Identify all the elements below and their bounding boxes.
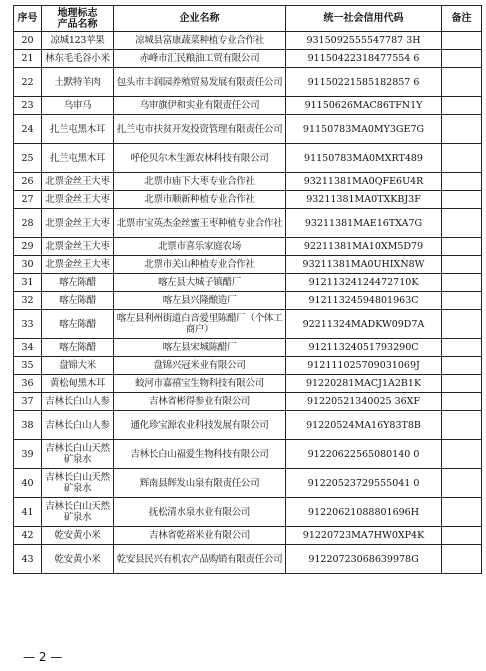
cell-company: 乾安县民兴有机农产品购销有限责任公司 (114, 545, 286, 574)
table-row (14, 97, 482, 115)
cell-no: 22 (14, 68, 42, 97)
header-note: 备注 (442, 6, 482, 32)
header-no: 序号 (14, 6, 42, 32)
cell-product: 吉林长白山人参 (42, 393, 114, 411)
table-row (14, 209, 482, 238)
cell-company: 北票市关山种植专业合作社 (114, 256, 286, 274)
cell-note (442, 411, 482, 440)
cell-code: 93211381MA0TXKBJ3F (286, 191, 442, 209)
cell-company: 赤峰市汇民粮油工贸有限公司 (114, 50, 286, 68)
cell-no: 35 (14, 357, 42, 375)
cell-code: 91220521340025 36XF (286, 393, 442, 411)
cell-code: 91211324594801963C (286, 292, 442, 310)
header-company: 企业名称 (114, 6, 286, 32)
cell-note (442, 256, 482, 274)
cell-no: 21 (14, 50, 42, 68)
cell-code: 91150783MA0MY3GE7G (286, 115, 442, 144)
table-row (14, 32, 482, 50)
cell-code: 91220281MACJ1A2B1K (286, 375, 442, 393)
cell-note (442, 32, 482, 50)
cell-product: 扎兰屯黑木耳 (42, 115, 114, 144)
table-row (14, 144, 482, 173)
cell-no: 29 (14, 238, 42, 256)
cell-product: 黄松甸黑木耳 (42, 375, 114, 393)
document-table-container (13, 5, 482, 574)
cell-company: 北票市顺新种植专业合作社 (114, 191, 286, 209)
cell-code: 92211381MA10XM5D79 (286, 238, 442, 256)
cell-company: 乌审旗伊和实业有限责任公司 (114, 97, 286, 115)
cell-company: 喀左县大城子镇醋厂 (114, 274, 286, 292)
cell-code: 91220723068639978G (286, 545, 442, 574)
cell-no: 37 (14, 393, 42, 411)
cell-code: 91220723MA7HW0XP4K (286, 527, 442, 545)
cell-no: 42 (14, 527, 42, 545)
cell-note (442, 173, 482, 191)
cell-company: 北票市庙下大枣专业合作社 (114, 173, 286, 191)
cell-product: 喀左陈醋 (42, 339, 114, 357)
table-row (14, 292, 482, 310)
cell-product: 吉林长白山天然矿泉水 (42, 469, 114, 498)
cell-no: 41 (14, 498, 42, 527)
cell-product: 喀左陈醋 (42, 292, 114, 310)
cell-code: 91220523729555041 0 (286, 469, 442, 498)
cell-no: 28 (14, 209, 42, 238)
table-header-row (14, 6, 482, 32)
cell-no: 26 (14, 173, 42, 191)
cell-note (442, 50, 482, 68)
cell-code: 91150626MAC86TFN1Y (286, 97, 442, 115)
cell-company: 喀左县兴隆酿造厂 (114, 292, 286, 310)
table-row (14, 173, 482, 191)
table-row (14, 191, 482, 209)
cell-company: 北票市宝英杰金丝蜜王枣种植专业合作社 (114, 209, 286, 238)
cell-note (442, 527, 482, 545)
cell-note (442, 274, 482, 292)
cell-note (442, 238, 482, 256)
gi-enterprise-table (13, 5, 482, 574)
cell-company: 喀左县利州街道白音爱里陈醋厂（个体工商户） (114, 310, 286, 339)
table-row (14, 411, 482, 440)
header-product: 地理标志 产品名称 (42, 6, 114, 32)
cell-product: 北票金丝王大枣 (42, 238, 114, 256)
cell-no: 36 (14, 375, 42, 393)
cell-product: 喀左陈醋 (42, 274, 114, 292)
cell-code: 91220622565080140 0 (286, 440, 442, 469)
table-row (14, 68, 482, 97)
cell-no: 43 (14, 545, 42, 574)
cell-note (442, 209, 482, 238)
cell-company: 包头市丰润园养殖贸易发展有限责任公司 (114, 68, 286, 97)
cell-no: 27 (14, 191, 42, 209)
cell-product: 北票金丝王大枣 (42, 209, 114, 238)
table-row (14, 469, 482, 498)
cell-company: 吉林省彬得参业有限公司 (114, 393, 286, 411)
cell-product: 吉林长白山人参 (42, 411, 114, 440)
table-row (14, 375, 482, 393)
cell-product: 凉城123苹果 (42, 32, 114, 50)
table-row (14, 527, 482, 545)
cell-note (442, 545, 482, 574)
cell-code: 91220621088801696H (286, 498, 442, 527)
cell-company: 喀左县宋城陈醋厂 (114, 339, 286, 357)
table-row (14, 357, 482, 375)
cell-code: 93211381MA0QFE6U4R (286, 173, 442, 191)
table-row (14, 50, 482, 68)
cell-product: 喀左陈醋 (42, 310, 114, 339)
table-row (14, 274, 482, 292)
cell-no: 40 (14, 469, 42, 498)
cell-no: 24 (14, 115, 42, 144)
cell-note (442, 469, 482, 498)
cell-note (442, 97, 482, 115)
cell-company: 辉南县辉发山泉有限责任公司 (114, 469, 286, 498)
cell-note (442, 310, 482, 339)
cell-note (442, 292, 482, 310)
cell-note (442, 393, 482, 411)
table-row (14, 498, 482, 527)
cell-product: 北票金丝王大枣 (42, 191, 114, 209)
table-row (14, 545, 482, 574)
cell-company: 蛟河市嘉禧宝生物科技有限公司 (114, 375, 286, 393)
cell-product: 盘锦大米 (42, 357, 114, 375)
table-row (14, 440, 482, 469)
cell-code: 9315092555547787 3H (286, 32, 442, 50)
cell-company: 呼伦贝尔木生源农林科技有限公司 (114, 144, 286, 173)
cell-note (442, 375, 482, 393)
cell-product: 北票金丝王大枣 (42, 173, 114, 191)
cell-note (442, 498, 482, 527)
cell-no: 25 (14, 144, 42, 173)
cell-note (442, 339, 482, 357)
cell-product: 林东毛毛谷小米 (42, 50, 114, 68)
cell-code: 91211324051793290C (286, 339, 442, 357)
cell-code: 91150221585182857 6 (286, 68, 442, 97)
cell-no: 31 (14, 274, 42, 292)
cell-product: 乾安黄小米 (42, 527, 114, 545)
cell-code: 91150783MA0MXRT489 (286, 144, 442, 173)
cell-company: 盘锦兴冠米业有限公司 (114, 357, 286, 375)
cell-note (442, 115, 482, 144)
cell-product: 乌审马 (42, 97, 114, 115)
cell-code: 93211381MA0UHIXN8W (286, 256, 442, 274)
cell-product: 吉林长白山天然矿泉水 (42, 498, 114, 527)
cell-note (442, 144, 482, 173)
table-row (14, 393, 482, 411)
cell-code: 912111025709031069J (286, 357, 442, 375)
cell-company: 抚松清水泉水业有限公司 (114, 498, 286, 527)
table-row (14, 115, 482, 144)
cell-no: 23 (14, 97, 42, 115)
table-row (14, 310, 482, 339)
table-row (14, 339, 482, 357)
cell-company: 吉林长白山福爱生物科技有限公司 (114, 440, 286, 469)
header-code: 统一社会信用代码 (286, 6, 442, 32)
cell-company: 通化珍宝源农业科技发展有限公司 (114, 411, 286, 440)
page-number: — 2 — (23, 650, 63, 664)
table-row (14, 238, 482, 256)
cell-product: 乾安黄小米 (42, 545, 114, 574)
cell-no: 39 (14, 440, 42, 469)
cell-code: 91211324124472710K (286, 274, 442, 292)
cell-no: 30 (14, 256, 42, 274)
cell-note (442, 191, 482, 209)
cell-company: 凉城县富康蔬菜种植专业合作社 (114, 32, 286, 50)
cell-company: 吉林省乾裕米业有限公司 (114, 527, 286, 545)
table-row (14, 256, 482, 274)
cell-no: 38 (14, 411, 42, 440)
cell-code: 92211324MADKW09D7A (286, 310, 442, 339)
table-body (14, 32, 482, 574)
cell-note (442, 440, 482, 469)
cell-no: 32 (14, 292, 42, 310)
cell-company: 扎兰屯市扶贫开发投资管理有限责任公司 (114, 115, 286, 144)
cell-note (442, 357, 482, 375)
cell-code: 91220524MA16Y83T8B (286, 411, 442, 440)
cell-product: 北票金丝王大枣 (42, 256, 114, 274)
cell-product: 土默特羊肉 (42, 68, 114, 97)
cell-product: 扎兰屯黑木耳 (42, 144, 114, 173)
cell-no: 33 (14, 310, 42, 339)
cell-no: 20 (14, 32, 42, 50)
cell-code: 91150422318477554 6 (286, 50, 442, 68)
cell-company: 北票市喜乐家庭农场 (114, 238, 286, 256)
cell-note (442, 68, 482, 97)
cell-no: 34 (14, 339, 42, 357)
cell-product: 吉林长白山天然矿泉水 (42, 440, 114, 469)
cell-code: 93211381MAE16TXA7G (286, 209, 442, 238)
